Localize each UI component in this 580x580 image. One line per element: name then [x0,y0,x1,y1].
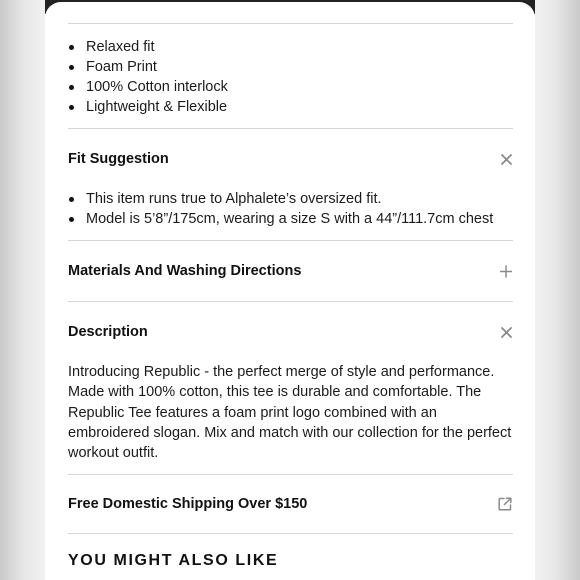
shipping-title: Free Domestic Shipping Over $150 [68,496,308,513]
materials-title: Materials And Washing Directions [68,263,302,279]
divider [68,23,513,24]
feature-item: Lightweight & Flexible [68,97,513,117]
plus-icon[interactable] [500,265,512,277]
divider [68,533,513,534]
fit-suggestion-item: Model is 5’8”/175cm, wearing a size S with a 44”/111.7cm chest [68,209,513,229]
feature-list [68,37,513,117]
fit-suggestion-title: Fit Suggestion [68,151,169,167]
materials-header[interactable] [68,241,513,301]
feature-item: Foam Print [68,57,513,77]
description-header[interactable] [68,302,513,362]
close-icon[interactable] [500,326,512,338]
description-title: Description [68,324,148,340]
product-details-content [68,2,513,570]
recommendations-heading: YOU MIGHT ALSO LIKE [68,552,279,570]
description-text: Introducing Republic - the perfect merge of style and performance. Made with 100% cotton, this tee is durable and comfortable. The Republic Tee features a foam print logo combined with an embroidered slogan. Mix and match with our collection for the perfect workout outfit. [68,364,512,462]
shipping-link[interactable] [68,475,513,533]
fit-suggestion-item: This item runs true to Alphalete’s oversized fit. [68,189,513,209]
close-icon[interactable] [500,153,512,165]
fit-suggestion-list [68,189,513,229]
feature-item: Relaxed fit [68,37,513,57]
feature-item: 100% Cotton interlock [68,77,513,97]
product-details-sheet [45,2,535,580]
fit-suggestion-header[interactable] [68,129,513,189]
external-link-icon[interactable] [498,497,512,511]
